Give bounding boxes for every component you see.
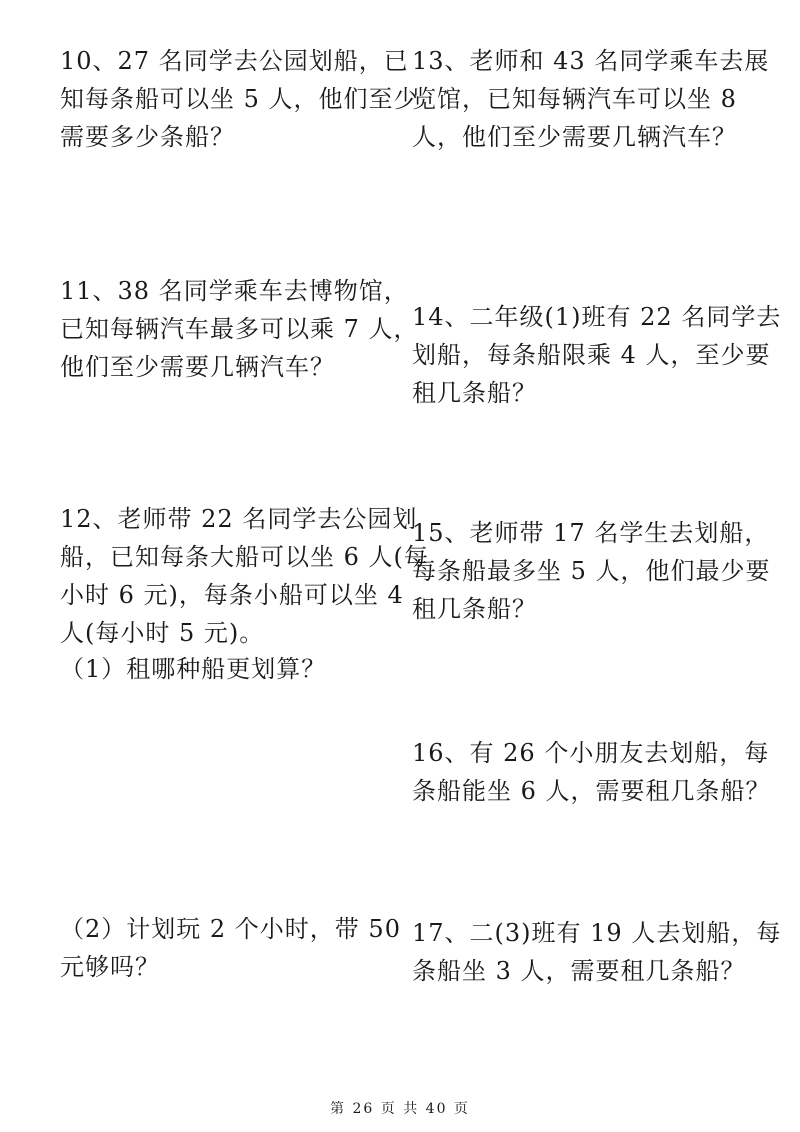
question-14-line-2: 划船，每条船限乘 4 人，至少要	[412, 341, 771, 369]
question-11	[60, 272, 419, 386]
question-10	[60, 42, 419, 156]
question-15	[412, 514, 771, 628]
question-15-line-3: 租几条船？	[412, 595, 537, 623]
question-11-line-1: 11、38 名同学乘车去博物馆，	[60, 277, 409, 305]
question-12-part-2	[60, 910, 401, 986]
page-footer	[0, 1098, 800, 1118]
question-12-line-1: 12、老师带 22 名同学去公园划	[60, 505, 418, 533]
question-11-line-2: 已知每辆汽车最多可以乘 7 人，	[60, 315, 419, 343]
question-12-part-1	[60, 650, 326, 688]
question-17-line-2: 条船坐 3 人，需要租几条船？	[412, 957, 746, 985]
question-11-line-3: 他们至少需要几辆汽车？	[60, 353, 335, 381]
question-10-line-3: 需要多少条船？	[60, 123, 235, 151]
question-13-line-1: 13、老师和 43 名同学乘车去展	[412, 47, 770, 75]
question-12-part-2-line-2: 元够吗？	[60, 953, 160, 981]
question-10-line-1: 10、27 名同学去公园划船，已	[60, 47, 409, 75]
question-17	[412, 914, 782, 990]
page-number-label: 第 26 页 共 40 页	[330, 1101, 470, 1117]
question-13-line-2: 览馆，已知每辆汽车可以坐 8	[412, 85, 737, 113]
question-13	[412, 42, 770, 156]
question-14-line-3: 租几条船？	[412, 379, 537, 407]
question-12-part-2-line-1: （2）计划玩 2 个小时，带 50	[60, 915, 401, 943]
question-14	[412, 298, 782, 412]
question-12-line-3: 小时 6 元)，每条小船可以坐 4	[60, 581, 404, 609]
question-14-line-1: 14、二年级(1)班有 22 名同学去	[412, 303, 782, 331]
question-12-part-1-text: （1）租哪种船更划算？	[60, 655, 327, 683]
question-16-line-2: 条船能坐 6 人，需要租几条船？	[412, 777, 771, 805]
question-13-line-3: 人，他们至少需要几辆汽车？	[412, 123, 737, 151]
question-16	[412, 734, 771, 810]
question-10-line-2: 知每条船可以坐 5 人，他们至少	[60, 85, 419, 113]
question-12-line-2: 船，已知每条大船可以坐 6 人(每	[60, 543, 429, 571]
question-17-line-1: 17、二(3)班有 19 人去划船，每	[412, 919, 782, 947]
question-15-line-2: 每条船最多坐 5 人，他们最少要	[412, 557, 771, 585]
question-12	[60, 500, 429, 652]
question-16-line-1: 16、有 26 个小朋友去划船，每	[412, 739, 770, 767]
question-12-line-4: 人(每小时 5 元)。	[60, 619, 265, 647]
question-15-line-1: 15、老师带 17 名学生去划船，	[412, 519, 770, 547]
